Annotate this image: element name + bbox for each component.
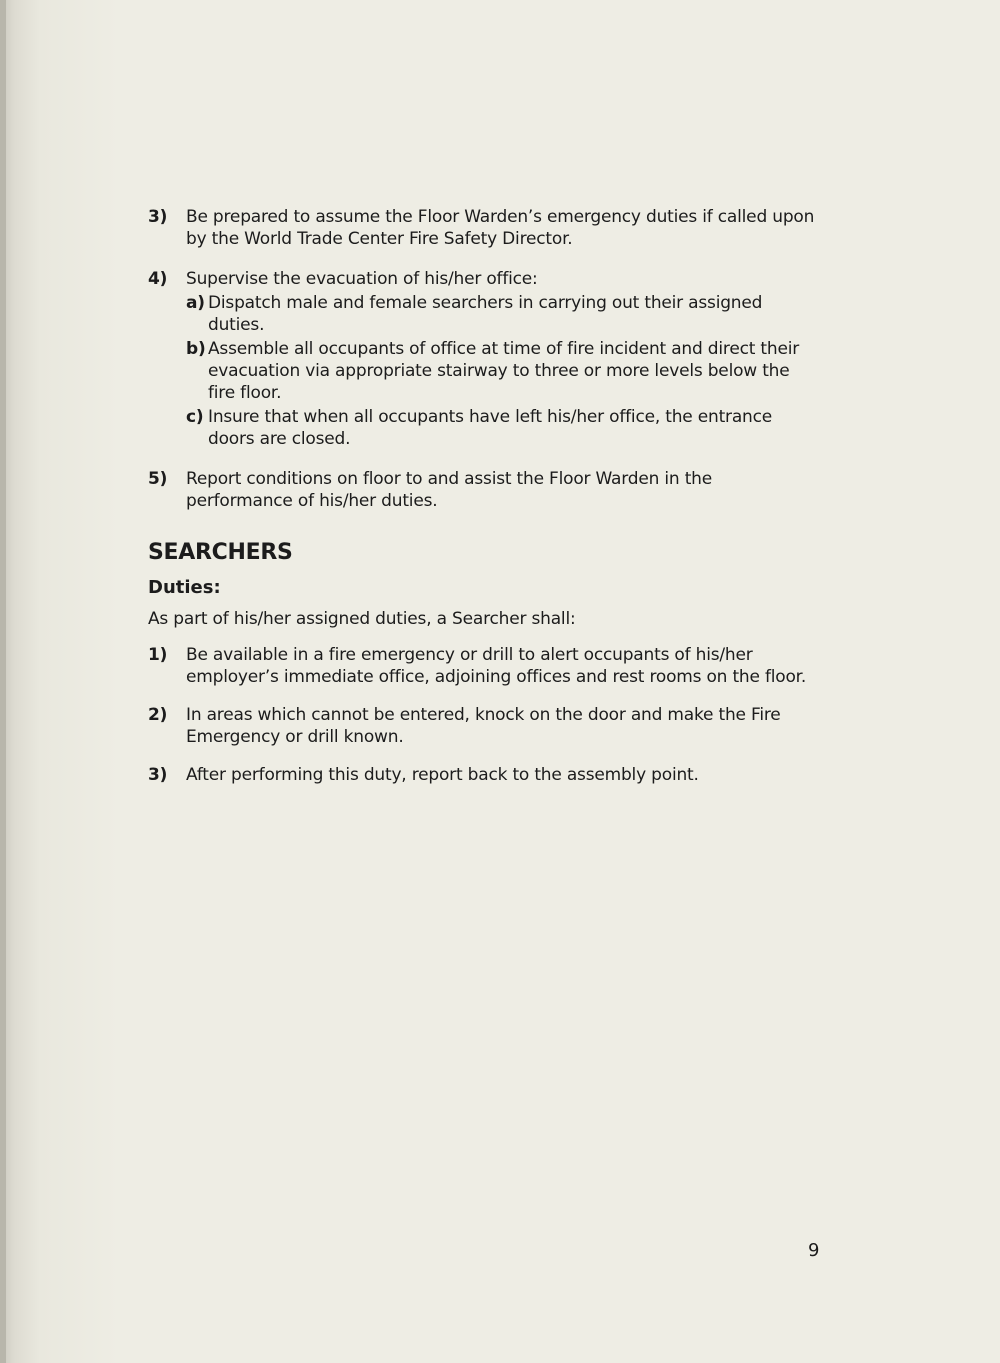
list-item-5: [148, 468, 818, 512]
binding-edge: [0, 0, 6, 1363]
item-number: 1): [148, 645, 168, 665]
sublist-item-b: [186, 338, 818, 404]
sub-text: Dispatch male and female searchers in carrying out their assigned duties.: [208, 293, 763, 335]
sublist: [148, 292, 818, 450]
page-content: [148, 206, 818, 786]
sub-letter: c): [186, 407, 204, 427]
item-number: 3): [148, 765, 168, 785]
sub-letter: b): [186, 339, 206, 359]
item-number: 5): [148, 469, 168, 489]
sub-letter: a): [186, 293, 205, 313]
sublist-item-c: [186, 406, 818, 450]
item-text: Supervise the evacuation of his/her office:: [186, 269, 538, 289]
sub-text: Insure that when all occupants have left his/her office, the entrance doors are closed.: [208, 407, 773, 449]
item-number: 2): [148, 705, 168, 725]
item-number: 4): [148, 269, 168, 289]
item-text: Be available in a fire emergency or drill to alert occupants of his/her employer’s immediate office, adjoining offices and rest rooms on the floor.: [186, 645, 807, 687]
section-subheading: Duties:: [148, 577, 221, 598]
page-number: 9: [808, 1240, 820, 1261]
searcher-item-3: [148, 764, 818, 786]
item-text: After performing this duty, report back to the assembly point.: [186, 765, 699, 785]
item-number: 3): [148, 207, 168, 227]
list-item-3: [148, 206, 818, 250]
section-heading: SEARCHERS: [148, 540, 293, 565]
searcher-item-2: [148, 704, 818, 748]
item-text: In areas which cannot be entered, knock on the door and make the Fire Emergency or drill known.: [186, 705, 781, 747]
sub-text: Assemble all occupants of office at time of fire incident and direct their evacuation via appropriate stairway to three or more levels below the fire floor.: [208, 339, 800, 403]
item-text: Be prepared to assume the Floor Warden’s emergency duties if called upon by the World Trade Center Fire Safety Director.: [186, 207, 815, 249]
section-intro: As part of his/her assigned duties, a Searcher shall:: [148, 609, 576, 629]
searcher-item-1: [148, 644, 818, 688]
list-item-4: [148, 268, 818, 290]
item-text: Report conditions on floor to and assist the Floor Warden in the performance of his/her duties.: [186, 469, 712, 511]
sublist-item-a: [186, 292, 818, 336]
